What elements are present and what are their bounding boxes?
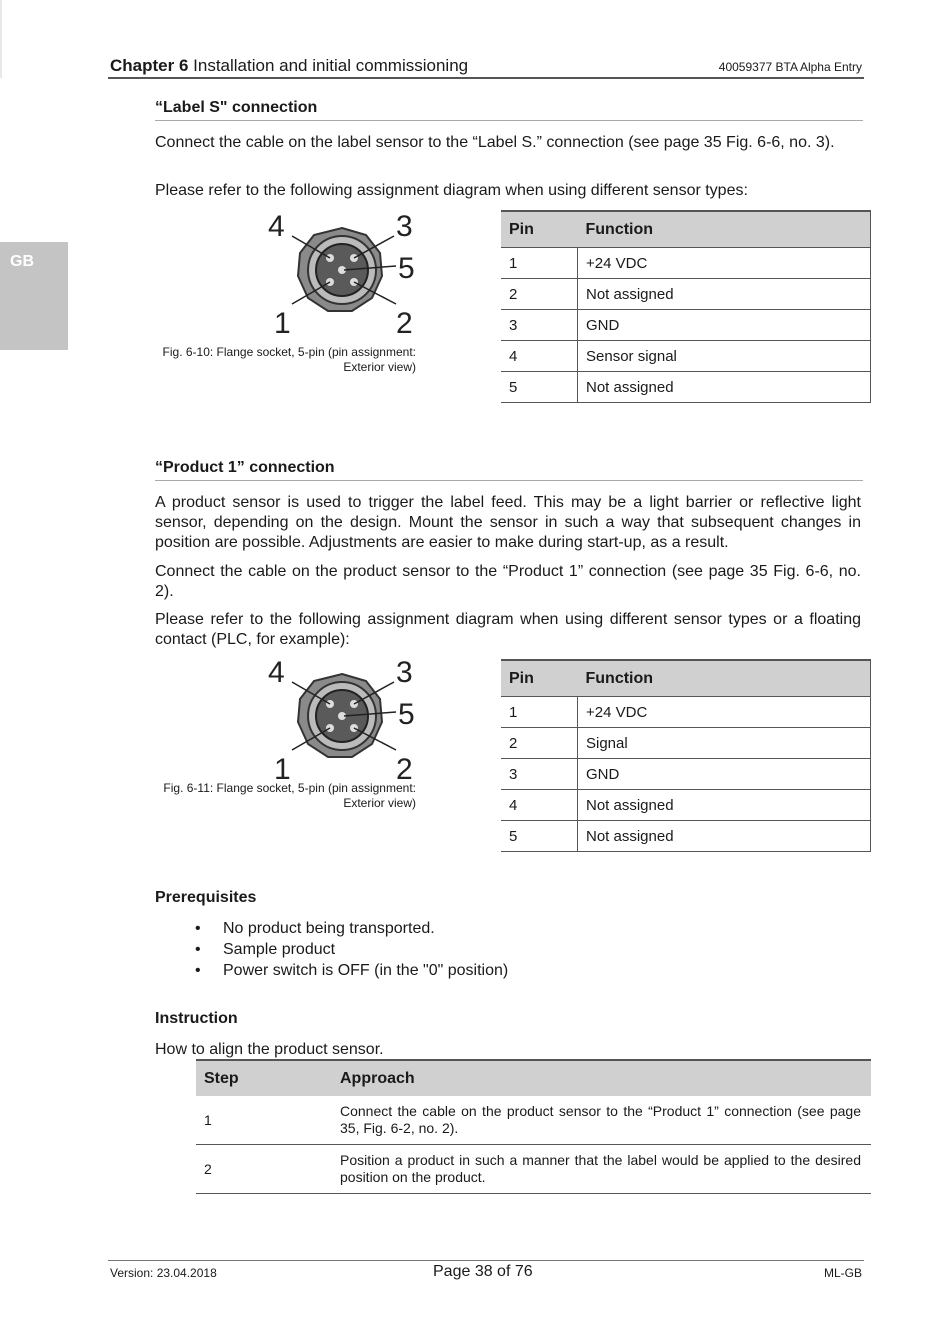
list-item-text: Sample product [223, 941, 336, 958]
function-cell: Not assigned [578, 821, 871, 852]
instruction-steps-table [196, 1059, 871, 1194]
list-item [195, 960, 508, 981]
function-cell: Signal [578, 728, 871, 759]
table-row [501, 372, 871, 403]
pin-cell: 2 [501, 279, 578, 310]
table-row [501, 821, 871, 852]
pin-label-1: 1 [274, 753, 291, 784]
table-row [501, 341, 871, 372]
pin-cell: 4 [501, 341, 578, 372]
bullet-marker: • [195, 941, 201, 958]
table-header-row [196, 1060, 871, 1096]
product-1-para-3: Please refer to the following assignment diagram when using different sensor types or a floating contact (PLC, for example): [155, 611, 861, 648]
instruction-title: Instruction [155, 1010, 238, 1027]
step-approach-cell: Connect the cable on the product sensor to the “Product 1” connection (see page 35, Fig. 6-2, no. 2). [332, 1096, 871, 1145]
instruction-intro: How to align the product sensor. [155, 1041, 384, 1058]
product-1-para-1: A product sensor is used to trigger the label feed. This may be a light barrier or reflective light sensor, depending on the design. Mount the sensor in such a way that subsequent changes in position are possible. Adjustments are easier to make during start-up, as a result. [155, 494, 861, 551]
pin-cell: 3 [501, 759, 578, 790]
pin-label-2: 2 [396, 307, 413, 338]
bullet-marker: • [195, 920, 201, 937]
header-rule [108, 77, 864, 79]
pin-cell: 5 [501, 821, 578, 852]
pin-cell: 1 [501, 248, 578, 279]
list-item [195, 918, 508, 939]
product-1-title: “Product 1” connection [155, 459, 863, 481]
chapter-heading [110, 56, 468, 76]
flange-socket-diagram-1 [262, 208, 422, 338]
col-header-function: Function [578, 660, 871, 697]
function-cell: Not assigned [578, 279, 871, 310]
function-cell: Not assigned [578, 790, 871, 821]
table-header-row [501, 211, 871, 248]
pin-cell: 5 [501, 372, 578, 403]
pin-label-5: 5 [398, 252, 415, 285]
table-header-row [501, 660, 871, 697]
function-cell: Sensor signal [578, 341, 871, 372]
col-header-function: Function [578, 211, 871, 248]
step-approach-cell: Position a product in such a manner that the label would be applied to the desired position on the product. [332, 1145, 871, 1194]
pin-cell: 1 [501, 697, 578, 728]
list-item-text: Power switch is OFF (in the "0" position) [223, 962, 509, 979]
table-row [196, 1096, 871, 1145]
label-s-title: “Label S" connection [155, 99, 863, 121]
socket-body [298, 674, 382, 757]
flange-socket-diagram-2 [262, 654, 422, 784]
label-s-pin-table [501, 210, 871, 403]
footer-version: Version: 23.04.2018 [110, 1266, 217, 1280]
prerequisites-list [195, 918, 508, 981]
pin-label-5: 5 [398, 698, 415, 731]
table-row [501, 248, 871, 279]
table-row [196, 1145, 871, 1194]
table-row [501, 790, 871, 821]
chapter-number: Chapter 6 [110, 56, 189, 75]
col-header-pin: Pin [501, 211, 578, 248]
pin-label-4: 4 [268, 656, 285, 689]
figure-caption-6-11: Fig. 6-11: Flange socket, 5-pin (pin assignment: Exterior view) [163, 781, 416, 810]
list-item [195, 939, 508, 960]
chapter-title: Installation and initial commissioning [188, 56, 469, 75]
function-cell: GND [578, 759, 871, 790]
table-row [501, 759, 871, 790]
language-tab-label: GB [10, 253, 34, 270]
function-cell: GND [578, 310, 871, 341]
function-cell: Not assigned [578, 372, 871, 403]
language-tab [0, 242, 68, 350]
product-1-para-2: Connect the cable on the product sensor to the “Product 1” connection (see page 35 Fig. 6-6, no. 2). [155, 563, 861, 600]
page-edge-mark [0, 0, 2, 78]
col-header-pin: Pin [501, 660, 578, 697]
pin-label-1: 1 [274, 307, 291, 338]
footer-rule [108, 1260, 864, 1261]
bullet-marker: • [195, 962, 201, 979]
step-number-cell: 1 [196, 1096, 332, 1145]
pin-cell: 2 [501, 728, 578, 759]
socket-body [298, 228, 382, 311]
figure-caption-6-10: Fig. 6-10: Flange socket, 5-pin (pin assignment: Exterior view) [162, 345, 416, 374]
pin-label-3: 3 [396, 656, 413, 689]
document-id: 40059377 BTA Alpha Entry [718, 60, 862, 74]
col-header-step: Step [196, 1060, 332, 1096]
product-1-pin-table [501, 659, 871, 852]
pin-label-4: 4 [268, 210, 285, 243]
pin-cell: 3 [501, 310, 578, 341]
footer-language-code: ML-GB [823, 1266, 862, 1280]
prerequisites-title: Prerequisites [155, 889, 257, 906]
pin-label-2: 2 [396, 753, 413, 784]
step-number-cell: 2 [196, 1145, 332, 1194]
function-cell: +24 VDC [578, 248, 871, 279]
col-header-approach: Approach [332, 1060, 871, 1096]
table-row [501, 310, 871, 341]
pin-cell: 4 [501, 790, 578, 821]
table-row [501, 697, 871, 728]
table-row [501, 728, 871, 759]
function-cell: +24 VDC [578, 697, 871, 728]
list-item-text: No product being transported. [223, 920, 435, 937]
table-row [501, 279, 871, 310]
footer-page-number: Page 38 of 76 [433, 1263, 533, 1280]
pin-label-3: 3 [396, 210, 413, 243]
label-s-para-1: Connect the cable on the label sensor to the “Label S.” connection (see page 35 Fig. 6-6, no. 3). [155, 134, 835, 151]
label-s-para-2: Please refer to the following assignment diagram when using different sensor types: [155, 182, 748, 199]
